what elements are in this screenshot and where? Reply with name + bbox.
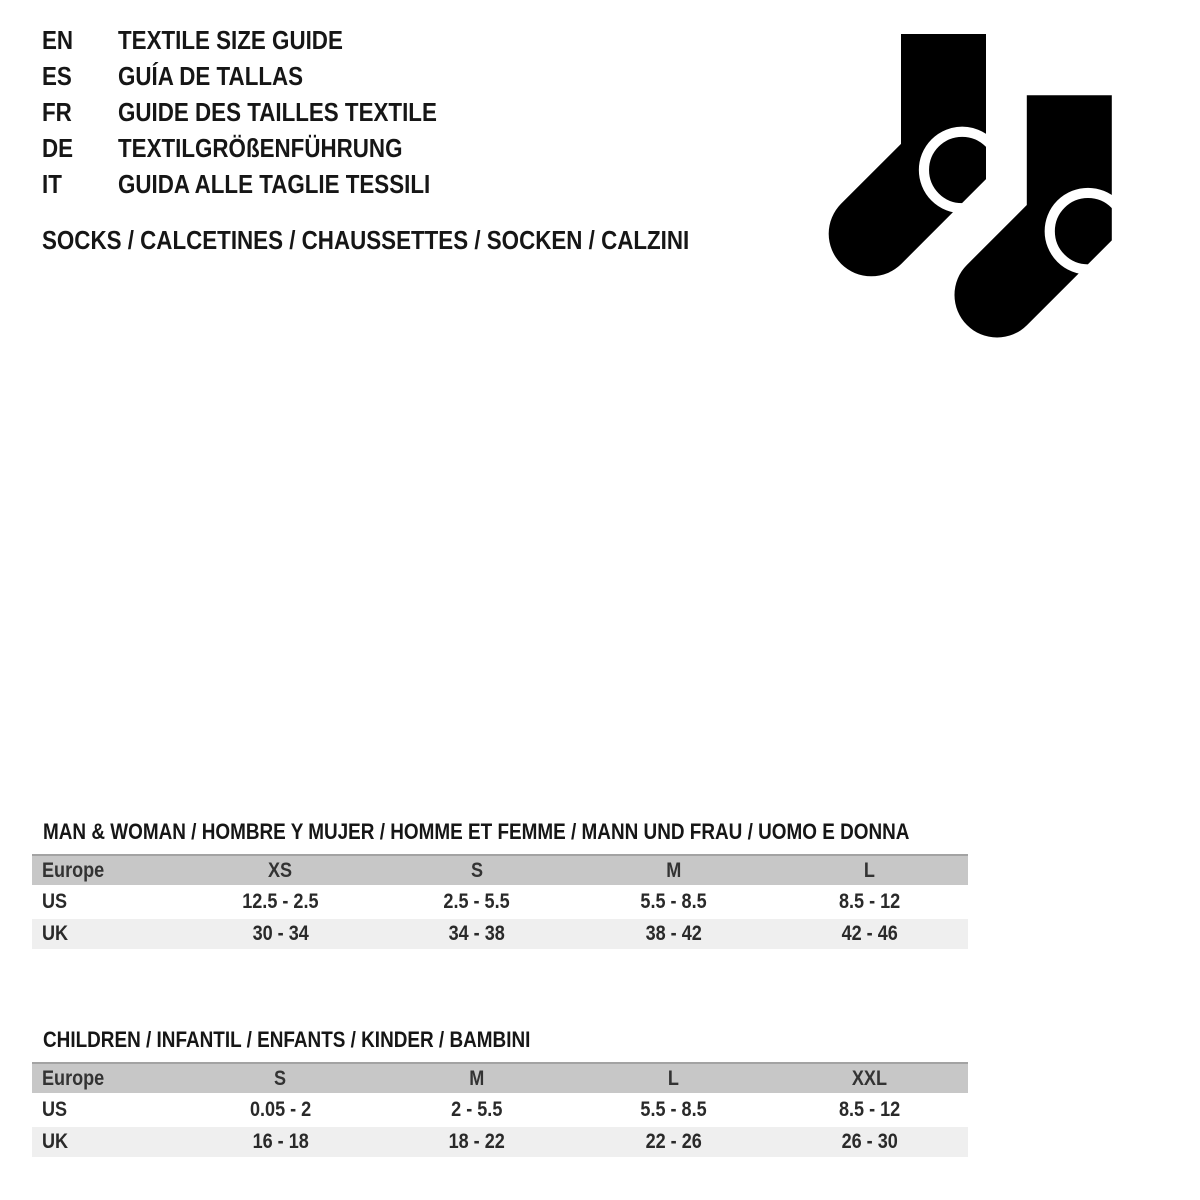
cell-value: 42 - 46 <box>841 922 898 945</box>
language-title-es: GUÍA DE TALLAS <box>118 61 304 91</box>
row-label-us: US <box>42 890 68 913</box>
header-cell-region: Europe <box>42 1067 105 1090</box>
language-title-de: TEXTILGRÖßENFÜHRUNG <box>118 133 403 163</box>
language-code-de: DE <box>42 133 74 163</box>
cell-value: 8.5 - 12 <box>839 890 901 913</box>
section-title-man-woman: MAN & WOMAN / HOMBRE Y MUJER / HOMME ET FEMME / MANN UND FRAU / UOMO E DONNA <box>43 819 910 844</box>
language-code-it: IT <box>42 169 62 199</box>
table-header-row <box>32 854 968 885</box>
language-row-fr <box>42 94 489 130</box>
cell-value: 22 - 26 <box>645 1130 702 1153</box>
table-row-uk <box>32 919 968 949</box>
cell-value: 2 - 5.5 <box>451 1098 503 1121</box>
language-row-de <box>42 130 489 166</box>
header-cell-size-xs: XS <box>268 859 293 882</box>
language-row-it <box>42 166 489 202</box>
section-children <box>0 1028 968 1159</box>
cell-value: 38 - 42 <box>645 922 702 945</box>
language-row-en <box>42 22 489 58</box>
language-code-fr: FR <box>42 97 72 127</box>
cell-value: 18 - 22 <box>448 1130 505 1153</box>
size-table-children <box>32 1062 968 1157</box>
cell-value: 5.5 - 8.5 <box>640 890 707 913</box>
table-row-us <box>32 887 968 917</box>
cell-value: 5.5 - 8.5 <box>640 1098 707 1121</box>
language-title-en: TEXTILE SIZE GUIDE <box>118 25 343 55</box>
header-cell-size-m: M <box>469 1067 485 1090</box>
table-row-us <box>32 1095 968 1125</box>
header-cell-size-s: S <box>470 859 483 882</box>
language-title-it: GUIDA ALLE TAGLIE TESSILI <box>118 169 431 199</box>
sock-left-shape <box>829 34 1001 276</box>
header-cell-size-xxl: XXL <box>852 1067 888 1090</box>
row-label-uk: UK <box>42 1130 69 1153</box>
size-table-man-woman <box>32 854 968 949</box>
cell-value: 16 - 18 <box>252 1130 309 1153</box>
table-row-uk <box>32 1127 968 1157</box>
header-cell-region: Europe <box>42 859 105 882</box>
language-code-es: ES <box>42 61 72 91</box>
cell-value: 12.5 - 2.5 <box>242 890 319 913</box>
cell-value: 0.05 - 2 <box>249 1098 311 1121</box>
socks-icon <box>816 34 1122 344</box>
section-man-woman <box>0 820 1051 951</box>
language-code-en: EN <box>42 25 74 55</box>
row-label-us: US <box>42 1098 68 1121</box>
category-line-text: SOCKS / CALCETINES / CHAUSSETTES / SOCKEN / CALZINI <box>42 225 690 255</box>
language-title-list <box>42 22 489 202</box>
cell-value: 8.5 - 12 <box>839 1098 901 1121</box>
language-title-fr: GUIDE DES TAILLES TEXTILE <box>118 97 437 127</box>
header-cell-size-s: S <box>274 1067 287 1090</box>
category-line <box>42 222 795 258</box>
cell-value: 30 - 34 <box>252 922 309 945</box>
table-header-row <box>32 1062 968 1093</box>
cell-value: 26 - 30 <box>841 1130 898 1153</box>
cell-value: 2.5 - 5.5 <box>443 890 510 913</box>
cell-value: 34 - 38 <box>448 922 505 945</box>
row-label-uk: UK <box>42 922 69 945</box>
header-cell-size-l: L <box>864 859 876 882</box>
language-row-es <box>42 58 489 94</box>
header-cell-size-m: M <box>665 859 681 882</box>
section-title-children: CHILDREN / INFANTIL / ENFANTS / KINDER / BAMBINI <box>43 1027 531 1052</box>
header-cell-size-l: L <box>667 1067 679 1090</box>
